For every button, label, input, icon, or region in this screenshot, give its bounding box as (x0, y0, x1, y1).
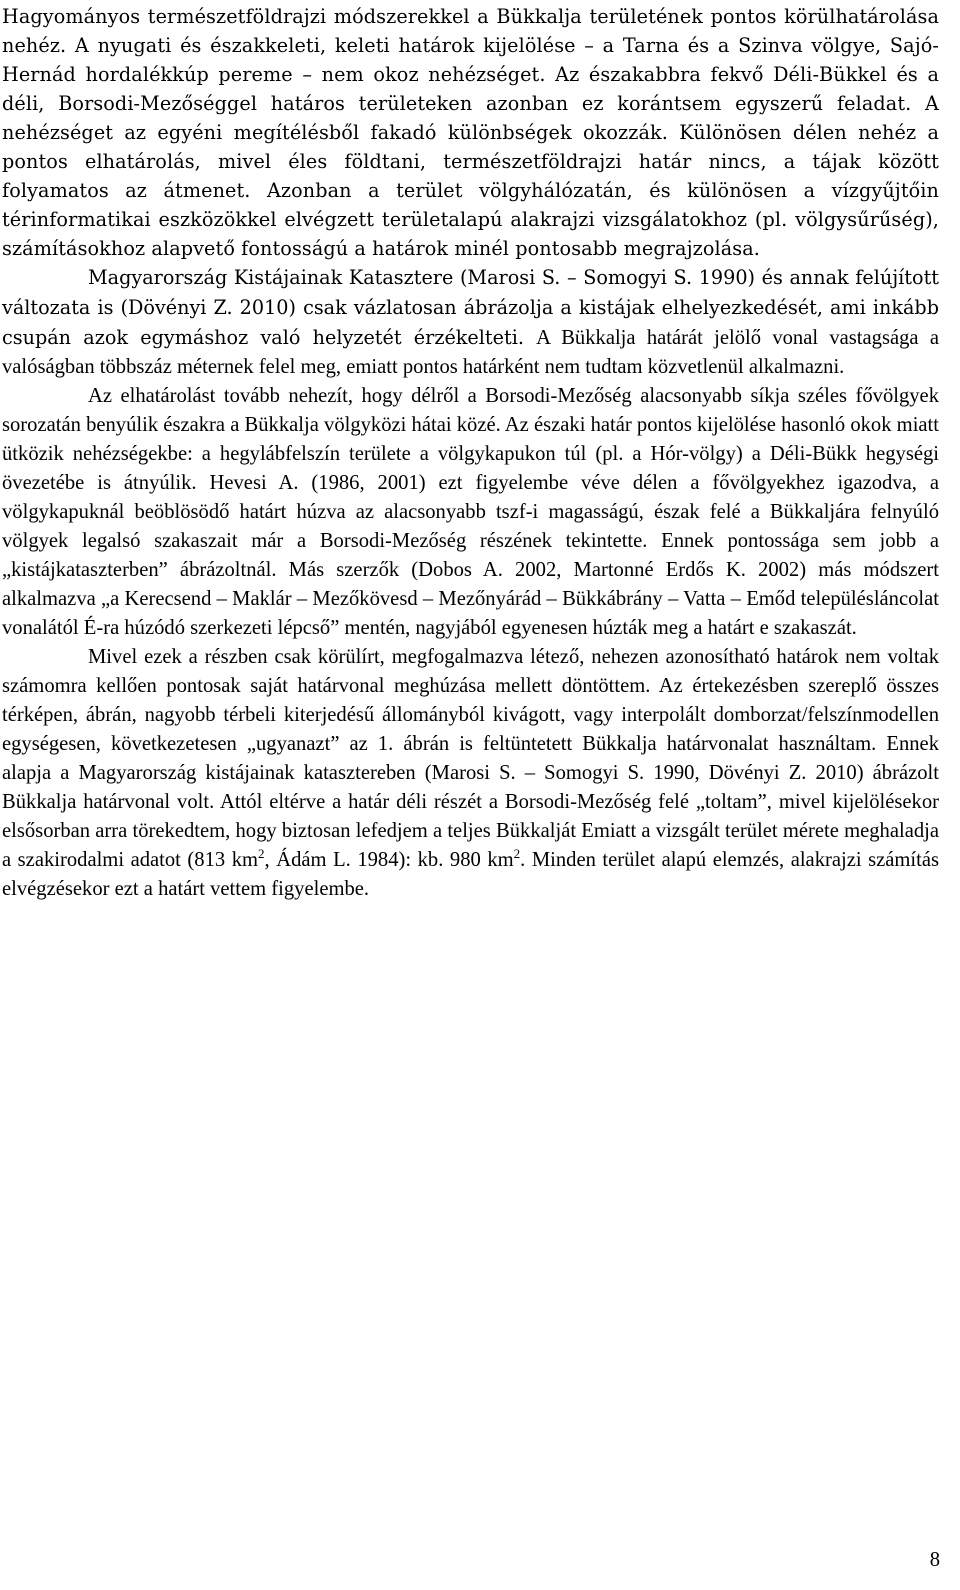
paragraph-3-part-1: Az elhatárolást tovább nehezít, hogy délről a Borsodi-Mezőség alacsonyabb síkja széles fővölgyek sorozatán benyúlik északra a Bükkalja völgyközi hátai közé. Az északi határ pontos kijelölése hasonló okok miatt ütközik nehézségekbe: a hegylábfelszín területe a völgykapukon túl (pl. a Hór-völgy) a Déli-Bükk hegységi övezetébe is átnyúlik. Hevesi A. (1986, 2001) ezt figyelembe véve délen a fővölgyekhez igazodva, a völgykapuknál beöblösödő határt húzva az alacsonyabb tszf-i magasságú, észak felé a Bükkaljára felnyúló völgyek legalsó szakaszait már a Borsodi-Mezőség részének tekintette. Ennek pontossága sem jobb a „kistájkataszterben” ábrázoltnál. Más szerzők (Dobos A. 2002, Martonné Erdős K. 2002) más módszert alkalmazva „a Kerecsend – Maklár – Mezőkövesd – Mezőnyárád – Bükkábrány – Vatta – Emőd településláncolat vonalától É-ra húzódó szerkezeti lépcső” mentén, nagyjából egyenesen húzták meg a határt e szakaszát. (2, 385, 939, 639)
paragraph-2-part-1: Magyarország Kistájainak Katasztere (Marosi S. – Somogyi S. 1990) és annak felújított változata is (Dövényi Z. 2010) csak vázlatosan ábrázolja a kistájak elhelyezkedését, ami inkább csupán azok egymáshoz való helyzetét érzékelteti. (2, 266, 939, 349)
paragraph-4-part-3: , Ádám L. 1984): kb. 980 km (264, 849, 514, 871)
paragraph-1-part-2: Azonban a terület völgyhálózatán, és különösen a vízgyűjtőin térinformatikai eszközökkel elvégzett területalapú alakrajzi vizsgálatokhoz (pl. völgysűrűség), számításokhoz alapvető fontosságú a határok minél pontosabb megrajzolása. (2, 179, 940, 260)
body-text (2, 2, 939, 904)
page-number: 8 (929, 1549, 940, 1571)
paragraph-2-part-2: A Bükkalja határát jelölő vonal vastagsága a valóságban többszáz méternek felel meg, emiatt pontos határként nem tudtam közvetlenül alkalmazni. (2, 327, 939, 378)
paragraph-4-part-1: Mivel ezek a részben csak körülírt, megfogalmazva létező, nehezen azonosítható határok nem voltak számomra kellően pontosak saját határvonal meghúzása mellett döntöttem. Az értekezésben szereplő összes térképen, ábrán, nagyobb térbeli kiterjedésű állományból kivágott, vagy interpolált domborzat/felszínmodellen egységesen, következetesen „ugyanazt” az 1. ábrán is feltüntetett Bükkalja határvonalat használtam. Ennek alapja a Magyarország kistájainak katasztereben (Marosi S. – Somogyi S. 1990, Dövényi Z. 2010) ábrázolt Bükkalja határvonal volt. Attól eltérve a határ déli részét a Borsodi-Mezőség felé „toltam”, mivel kijelölésekor elsősorban arra törekedtem, hogy biztosan lefedjem a teljes Bükkalját Emiatt a vizsgált terület mérete meghaladja a szakirodalmi adatot (813 km (2, 646, 939, 871)
paragraph-2 (2, 263, 939, 382)
paragraph-1-part-1: Hagyományos természetföldrajzi módszerekkel a Bükkalja területének pontos körülhatárolása nehéz. A nyugati és északkeleti, keleti határok kijelölése – a Tarna és a Szinva völgye, Sajó-Hernád hordalékkúp pereme – nem okoz nehézséget. Az északabbra fekvő Déli-Bükkel és a déli, Borsodi-Mezőséggel határos területeken azonban ez korántsem egyszerű feladat. A nehézséget az egyéni megítélésből fakadó különbségek okozzák. Különösen délen nehéz a pontos elhatárolás, mivel éles földtani, természetföldrajzi határ nincs, a tájak között folyamatos az átmenet. (2, 5, 939, 202)
paragraph-1 (2, 2, 939, 263)
superscript-2-b: 2 (513, 846, 521, 862)
paragraph-4 (2, 643, 939, 904)
paragraph-4-part-5: . Minden terület alapú elemzés, alakrajzi számítás elvégzésekor ezt a határt vettem figyelembe. (2, 849, 940, 900)
superscript-2-a: 2 (258, 846, 265, 862)
paragraph-3 (2, 382, 939, 643)
